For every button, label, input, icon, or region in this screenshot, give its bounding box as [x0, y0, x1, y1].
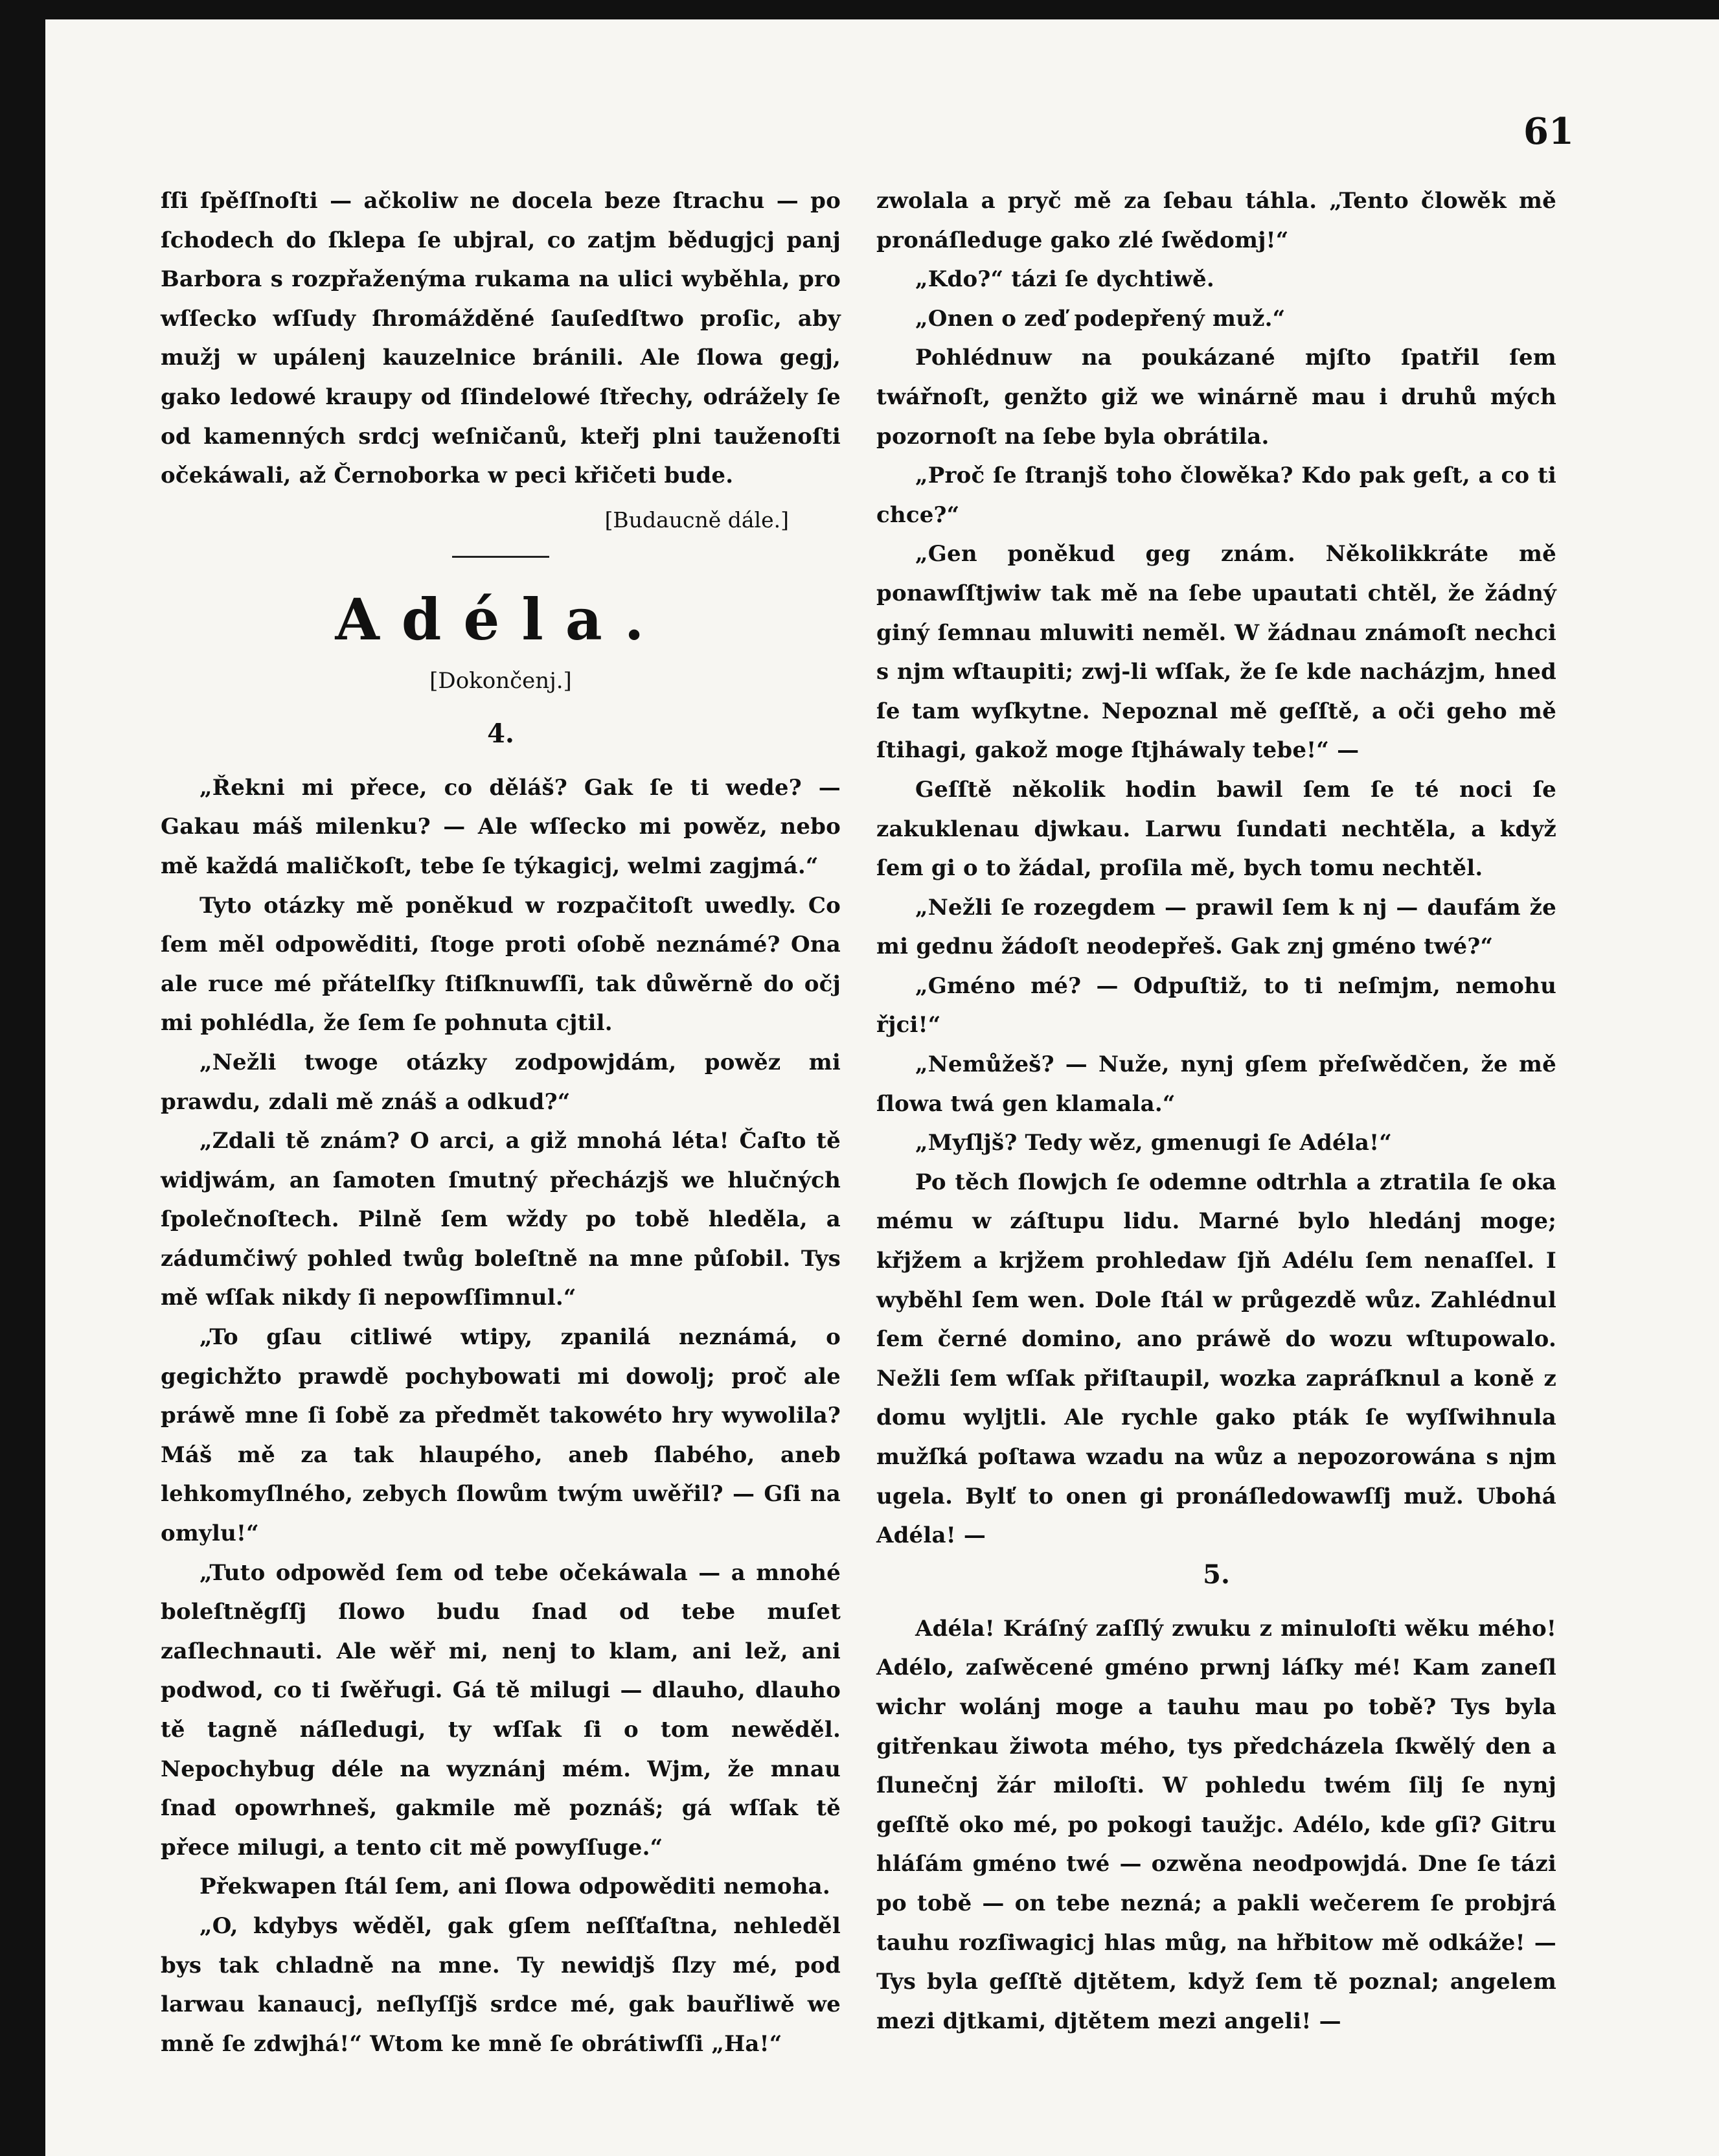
paragraph: Adéla! Kráſný zaſſlý zwuku z minuloſti wěku mého! Adélo, zaſwěcené gméno prwnj láſky mé! Kam zaneſl wichr wolánj moge a tauhu mau po tobě? Tys byla gitřenkau žiwota mého, tys předcházela ſkwělý den a ſlunečnj žár miloſti. W pohledu twém ſilj ſe nynj geſſtě oko mé, po pokogi taužjc. Adélo, kde gſi? Gitru hláſám gméno twé — ozwěna neodpowjdá. Dne ſe tázi po tobě — on tebe nezná; a pakli wečerem ſe probjrá tauhu rozſiwagicj hlas můg, na hřbitow mě odkáže! — Tys byla geſſtě djtětem, když ſem tě poznal; angelem mezi djtkami, djtětem mezi angeli! —: [876, 1615, 1556, 2034]
story-title: Adéla.: [335, 585, 666, 653]
paragraph: zwolala a pryč mě za ſebau táhla. „Tento člowěk mě pronáſleduge gako zlé ſwědomj!“: [876, 188, 1556, 253]
section-number: 5.: [1203, 1559, 1230, 1590]
paragraph: „To gſau citliwé wtipy, zpanilá neznámá, o gegichžto prawdě pochybowati mi dowolj; proč ale práwě mne ſi ſobě za předmět takowéto hry wywolila? Máš mě za tak hlaupého, aneb ſlabého, aneb lehkomyſlného, zebych ſlowům twým uwěřil? — Gſi na omylu!“: [161, 1324, 841, 1547]
paragraph: „Proč ſe ſtranjš toho člowěka? Kdo pak geſt, a co ti chce?“: [876, 463, 1556, 528]
newspaper-page: [45, 19, 1719, 2156]
story-subtitle: [Dokončenj.]: [429, 667, 572, 694]
page-number: 61: [1523, 110, 1574, 153]
paragraph: Tyto otázky mě poněkud w rozpačitoſt uwedly. Co ſem měl odpowěditi, ſtoge proti oſobě neznámé? Ona ale ruce mé přátelſky ſtiſknuwſſi, tak důwěrně do očj mi pohlédla, že ſem ſe pohnuta cjtil.: [161, 892, 841, 1037]
paragraph: Po těch ſlowjch ſe odemne odtrhla a ztratila ſe oka mému w záſtupu lidu. Marné bylo hledánj moge; křjžem a krjžem prohledaw ſjň Adélu ſem nenaſſel. I wyběhl ſem wen. Dole ſtál w průgezdě wůz. Zahlédnul ſem černé domino, ano práwě do wozu wſtupowalo. Nežli ſem wſſak přiſtaupil, wozka zapráſknul a koně z domu wyljtli. Ale rychle gako pták ſe wyſſwihnula mužſká poſtawa wzadu na wůz a nepozorowána s njm ugela. Bylť to onen gi pronáſledowawſſj muž. Ubohá Adéla! —: [876, 1169, 1556, 1549]
paragraph: „Gen poněkud geg znám. Několikkráte mě ponawſſtjwiw tak mě na ſebe upautati chtěl, že žádný giný ſemnau mluwiti neměl. W žádnau známoſt nechci s njm wſtaupiti; zwj-li wſſak, že ſe kde nacházjm, hned ſe tam wyſkytne. Nepoznal mě geſſtě, a oči geho mě ſtihagi, gakož moge ſtjháwaly tebe!“ —: [876, 541, 1556, 764]
paragraph: Překwapen ſtál ſem, ani ſlowa odpowěditi nemoha.: [199, 1874, 830, 1900]
section-divider: [452, 556, 549, 558]
paragraph: „Nežli ſe rozegdem — prawil ſem k nj — daufám že mi gednu žádoſt neodepřeš. Gak znj gméno twé?“: [876, 894, 1556, 960]
paragraph: Pohlédnuw na poukázané mjſto ſpatřil ſem twářnoſt, genžto giž we winárně mau i druhů mých pozornoſt na ſebe byla obrátila.: [876, 345, 1556, 450]
paragraph: „Tuto odpowěd ſem od tebe očekáwala — a mnohé boleſtněgſſj ſlowo budu ſnad od tebe muſet zaſlechnauti. Ale wěř mi, nenj to klam, ani lež, ani podwod, co ti ſwěřugi. Gá tě milugi — dlauho, dlauho tě tagně náſledugi, ty wſſak ſi o tom newěděl. Nepochybug déle na wyznánj mém. Wjm, že mnau ſnad opowrhneš, gakmile mě poznáš; gá wſſak tě přece milugi, a tento cit mě powyſſuge.“: [161, 1559, 841, 1861]
paragraph: „Řekni mi přece, co děláš? Gak ſe ti wede? — Gakau máš milenku? — Ale wſſecko mi powěz, nebo mě každá maličkoſt, tebe ſe týkagicj, welmi zagjmá.“: [161, 774, 841, 879]
paragraph: „Kdo?“ tázi ſe dychtiwě.: [915, 266, 1214, 293]
paragraph: „O, kdybys wěděl, gak gſem neſſťaſtna, nehleděl bys tak chladně na mne. Ty newidjš ſlzy mé, pod larwau kanaucj, neſlyſſjš srdce mé, gak bauřliwě we mně ſe zdwjhá!“ Wtom ke mně ſe obrátiwſſi „Ha!“: [161, 1912, 841, 2057]
paragraph: „Onen o zeď podepřený muž.“: [915, 305, 1286, 332]
paragraph: „Myſljš? Tedy wěz, gmenugi ſe Adéla!“: [915, 1130, 1393, 1156]
left-column: [161, 181, 841, 2063]
continued-article-ending: ſſi ſpěſſnoſti — ačkoliw ne docela beze ſtrachu — po ſchodech do ſklepa ſe ubjral, co zatjm bědugjcj panj Barbora s rozpřaženýma rukama na ulici wyběhla, pro wſſecko wſſudy ſhromážděné ſauſedſtwo proſic, aby mužj w upálenj kauzelnice bránili. Ale ſlowa gegj, gako ledowé kraupy od ſſindelowé ſtřechy, odrážely ſe od kamenných srdcj weſničanů, kteřj plni tauženoſti očekáwali, až Černoborka w peci křičeti bude.: [161, 188, 841, 489]
paragraph: „Zdali tě znám? O arci, a giž mnohá léta! Čaſto tě widjwám, an ſamoten ſmutný přecházjš we hlučných ſpolečnoſtech. Pilně ſem wždy po tobě hleděla, a zádumčiwý pohled twůg boleſtně na mne půſobil. Tys mě wſſak nikdy ſi nepowſſimnul.“: [161, 1128, 841, 1311]
paragraph: „Nemůžeš? — Nuže, nynj gſem přeſwědčen, že mě ſlowa twá gen klamala.“: [876, 1051, 1556, 1117]
paragraph: „Gméno mé? — Odpuſtiž, to ti neſmjm, nemohu řjci!“: [876, 972, 1556, 1038]
section-number: 4.: [487, 718, 514, 749]
to-be-continued-note: [Budaucně dále.]: [604, 507, 789, 533]
paragraph: „Nežli twoge otázky zodpowjdám, powěz mi prawdu, zdali mě znáš a odkud?“: [161, 1049, 841, 1115]
paragraph: Geſſtě několik hodin bawil ſem ſe té noci ſe zakuklenau djwkau. Larwu ſundati nechtěla, a když ſem gi o to žádal, proſila mě, bych tomu nechtěl.: [876, 776, 1556, 882]
right-column: [876, 181, 1556, 2041]
